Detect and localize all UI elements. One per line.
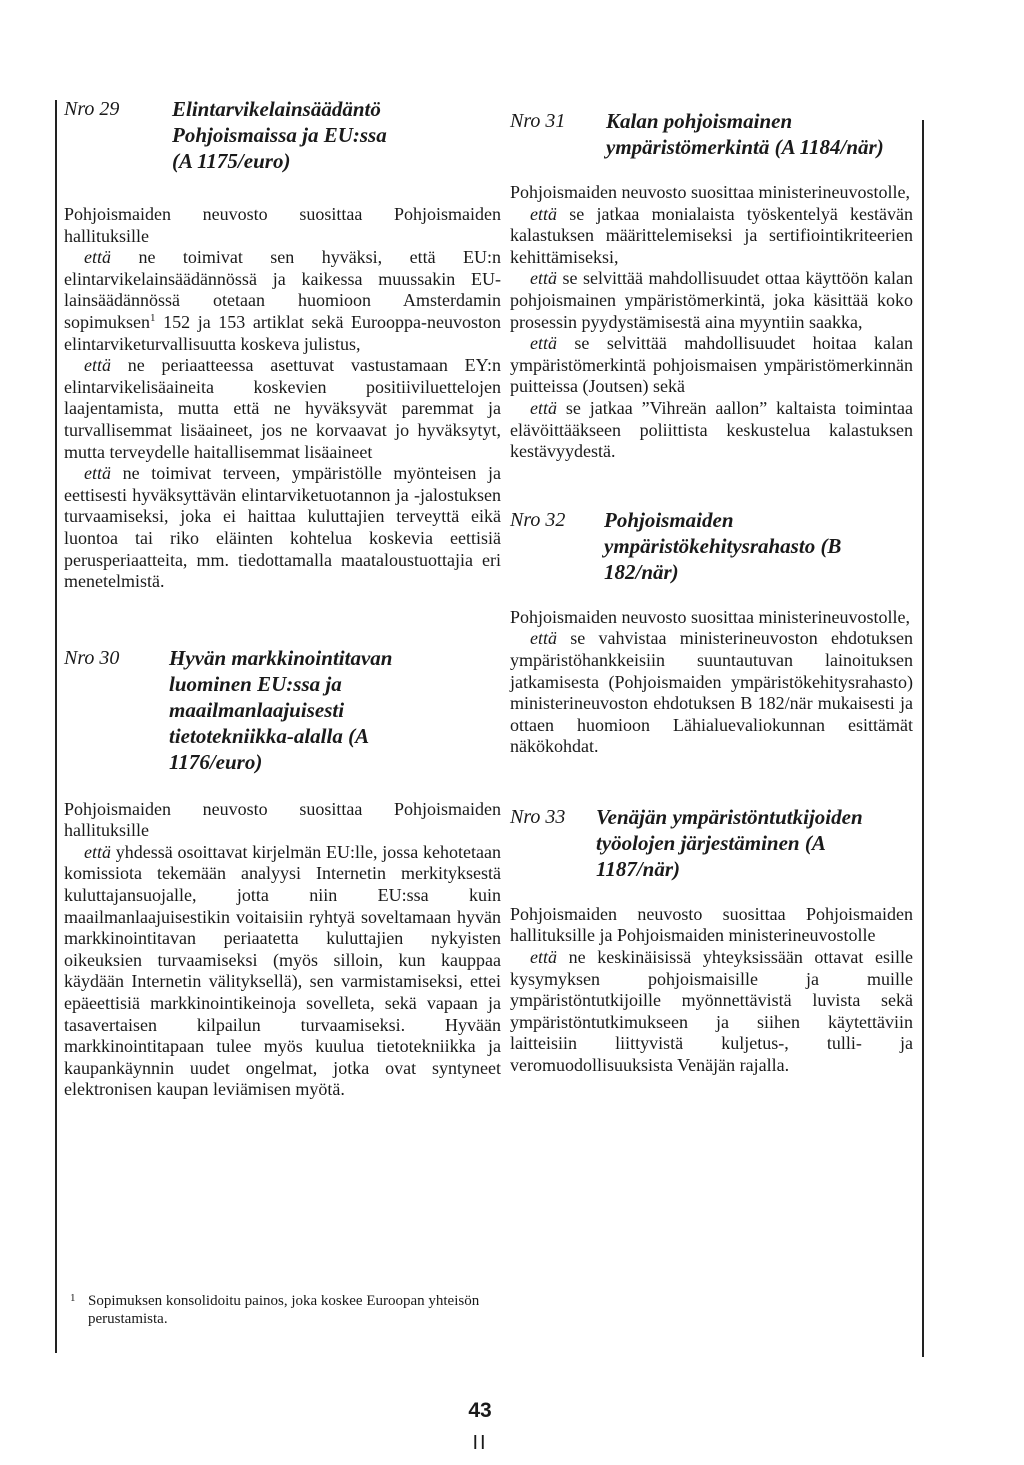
section-nro-33 [510,804,913,1077]
section-title: Kalan pohjoismainen ympäristömerkintä (A 1184/när) [606,109,884,159]
clause [510,628,913,758]
clause-lead: että [530,268,557,289]
clause [510,398,913,463]
section-title: Hyvän markkinointitavan luominen EU:ssa ja maailmanlaajuisesti tietotekniikka-alalla (A 1176/euro) [169,645,393,774]
clause-lead: että [84,247,111,268]
clause-text: se jatkaa ”Vihreän aallon” kaltaista toimintaa elävöittääkseen poliittista keskustelua kalastuksen kestävyydestä. [510,397,913,462]
footnote-text: Sopimuksen konsolidoitu painos, joka koskee Euroopan yhteisön perustamista. [88,1293,480,1327]
right-column [510,108,913,1077]
clause-text: yhdessä osoittavat kirjelmän EU:lle, jossa kehotetaan komissiota tekemään analyysi Internetin merkityksestä kuluttajansuojalle, jotta niin EU:ssa kuin maailmanlaajuisestikin voitaisiin ryhtyä soveltamaan hyvän markkinointitavan periaatetta kuluttajien nykyisten oikeuksien turvaamiseksi (myös silloin, kun kauppaa käydään Internetin välityksellä), sen varmistamiseksi, ettei epäeettisiä markkinointikeinoja sovelleta, sekä vapaan ja tasavertaisen kilpailun turvaamiseksi. Hyvään markkinointitapaan tulee myös kuulua tietotekniikka ja kaupankäynnin uudet ongelmat, jotka ovat syntyneet elektronisen kaupan leviämisen myötä. [64,841,501,1100]
footnote-ref: 1 [150,311,156,324]
section-intro: Pohjoismaiden neuvosto suosittaa Pohjoismaiden hallituksille [64,798,501,841]
clause [64,247,501,355]
left-column [64,96,501,1101]
clause-text: se vahvistaa ministerineuvoston ehdotuksen ympäristöhankkeisiin suuntautuvan lainoituksen jatkamisesta (Pohjoismaiden ympäristökehitysrahasto) ministerineuvoston ehdotuksen B 182/när mukaisesti ja ottaen huomioon Lähialuevaliokunnan esittämät näkökohdat. [510,628,913,757]
clause-lead: että [530,397,557,418]
clause-text: se jatkaa monialaista työskentelyä kestävän kalastuksen määrittelemiseksi ja sertifiointikriteerien kehittämiseksi, [510,203,914,267]
section-nro-29 [64,96,501,593]
section-intro: Pohjoismaiden neuvosto suosittaa Pohjoismaiden hallituksille [64,204,501,246]
section-intro: Pohjoismaiden neuvosto suosittaa ministerineuvostolle, [510,606,910,627]
section-nro-32 [510,507,913,758]
clause-lead: että [84,355,111,376]
right-column-rule [922,120,924,1357]
page-sub-number: II [472,1432,488,1454]
page-number: 43 [468,1399,492,1422]
section-number: Nro 31 [510,110,566,132]
clause-lead: että [530,333,557,354]
section-header [64,96,501,174]
clause [510,268,913,333]
section-title: Venäjän ympäristöntutkijoiden työolojen järjestäminen (A 1187/när) [596,804,863,881]
clause-text: se selvittää mahdollisuudet hoitaa kalan ympäristömerkintä pohjoismaisen ympäristömerkinnän puitteissa (Joutsen) sekä [510,333,914,397]
section-intro: Pohjoismaiden neuvosto suosittaa ministerineuvostolle, [510,182,910,202]
clause-text: ne toimivat terveen, ympäristölle myönteisen ja eettisesti hyväksyttävän elintarviketuotannon ja -jalostuksen turvaamiseksi, joka ei haittaa kuluttajien terveyttä eikä luontoa tai riko eläinten kohtelua koskevia eettisiä perusperiaatteita, mm. tiedottamalla maataloustuottajia eri menetelmistä. [64,463,502,592]
clause [510,333,913,398]
clause [510,947,913,1077]
section-number: Nro 33 [510,805,566,828]
footnote-mark: 1 [70,1292,76,1304]
clause-lead: että [84,841,111,862]
clause-text-after: 152 ja 153 artiklat sekä Eurooppa-neuvoston elintarviketurvallisuutta koskeva julistus, [64,311,501,354]
clause [510,204,913,269]
clause [64,463,501,593]
section-header [510,108,913,160]
clause-lead: että [530,628,557,649]
clause-lead: että [84,463,111,484]
section-nro-30 [64,645,501,1101]
clause [64,355,501,463]
clause-lead: että [530,947,557,968]
section-number: Nro 30 [64,646,120,669]
section-title: Elintarvikelainsäädäntö Pohjoismaissa ja EU:ssa (A 1175/euro) [172,97,387,173]
section-title: Pohjoismaiden ympäristökehitysrahasto (B 182/när) [604,507,842,584]
clause-lead: että [530,203,557,224]
section-number: Nro 32 [510,508,566,531]
clause [64,842,501,1101]
footnote [64,1292,498,1328]
section-header [64,645,501,775]
clause-text: ne periaatteessa asettuvat vastustamaan EY:n elintarvikelisäaineita koskevien positiiviluettelojen laajentamista, mutta että ne hyväksyvät paremmat ja turvallisemmat lisäaineet, jos ne korvaavat jo hyväksytyt, mutta terveydelle haitallisemmat lisäaineet [64,355,501,462]
section-intro: Pohjoismaiden neuvosto suosittaa Pohjoismaiden hallituksille ja Pohjoismaiden ministerineuvostolle [510,903,913,946]
clause-text: ne keskinäisissä yhteyksissään ottavat esille kysymyksen pohjoismaisille ja muille ympäristöntutkijoille myönnettävistä luvista sekä ympäristöntutkimukseen ja siihen käytettäviin laitteisiin liittyvistä kuljetus-, tulli- ja veromuodollisuuksista Venäjän rajalla. [510,947,914,1076]
section-header [510,507,913,585]
clause-text: ne toimivat sen hyväksi, että EU:n elintarvikelainsäädännössä ja kaikessa muussakin EU-lainsäädännössä otetaan huomioon Amsterdamin sopimuksen [64,247,502,332]
section-header [510,804,913,882]
section-nro-31 [510,108,913,463]
section-number: Nro 29 [64,98,120,120]
clause-text: se selvittää mahdollisuudet ottaa käyttöön kalan pohjoismainen ympäristömerkintä, joka käsittää koko prosessin pyydystämisestä aina myyntiin saakka, [510,268,913,332]
left-column-rule [55,100,57,1353]
